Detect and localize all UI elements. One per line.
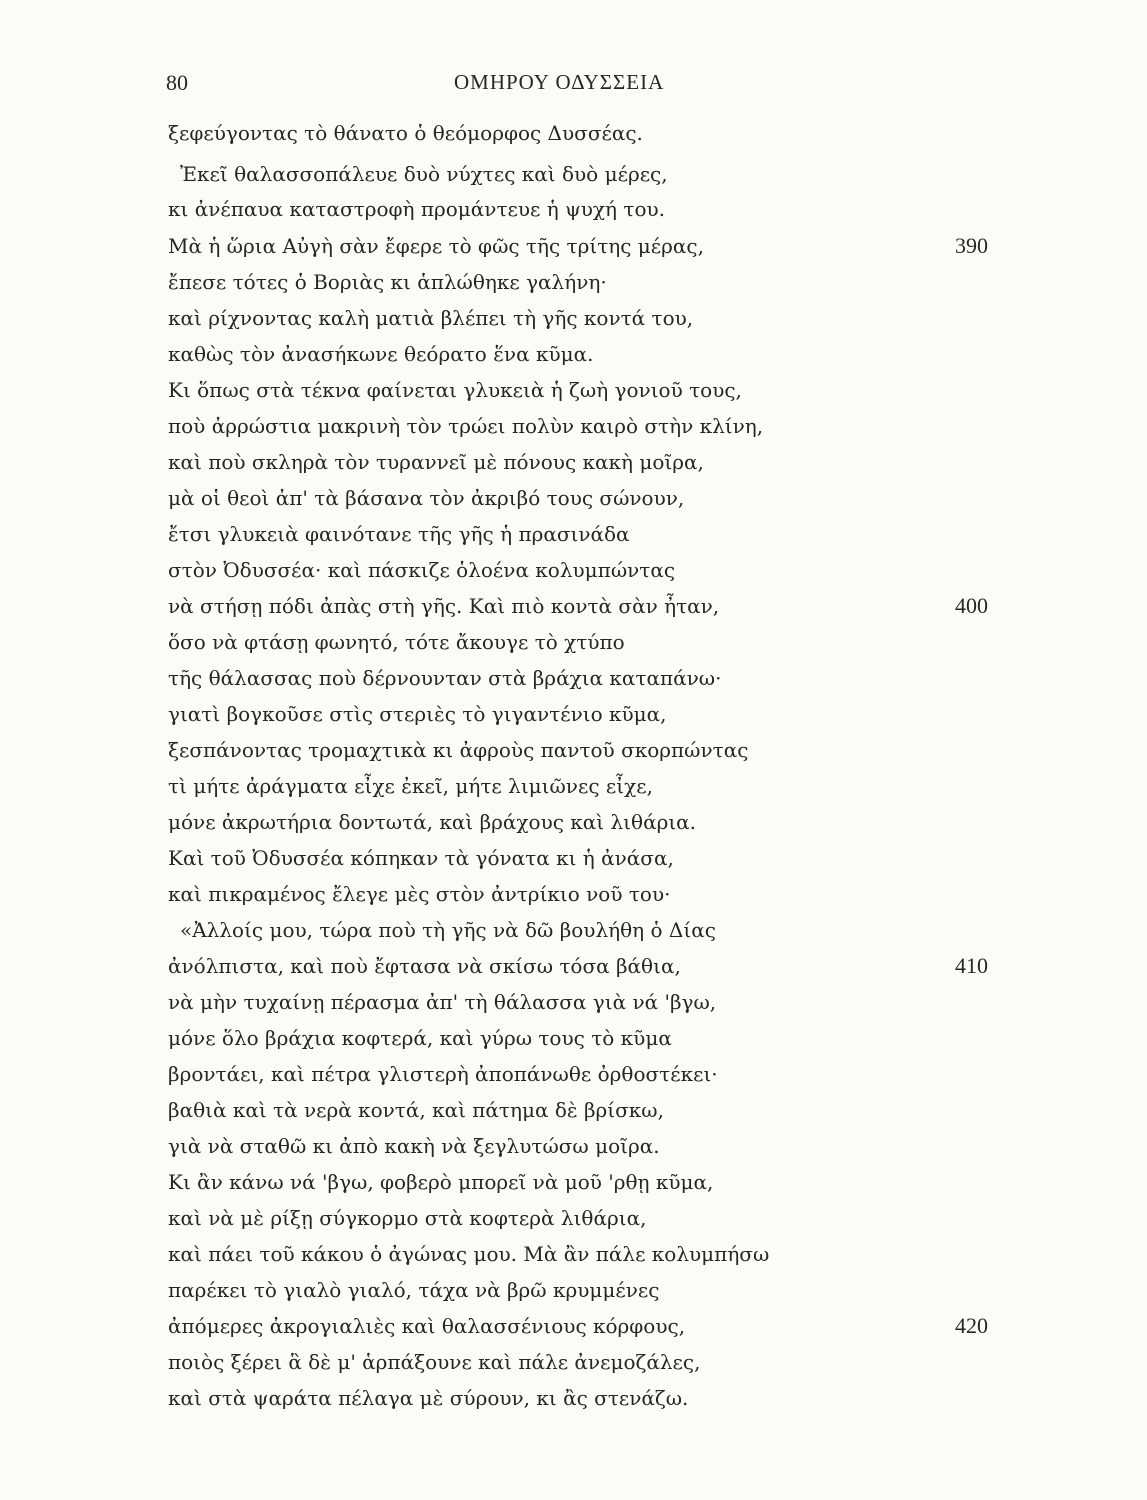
- verse-line: Καὶ τοῦ Ὀδυσσέα κόπηκαν τὰ γόνατα κι ἡ ἀνάσα,: [168, 846, 674, 870]
- verse-line: ποιὸς ξέρει ἃ δὲ μ' ἁρπάξουνε καὶ πάλε ἀνεμοζάλες,: [168, 1350, 701, 1374]
- running-title: ΟΜΗΡΟΥ ΟΔΥΣΣΕΙΑ: [454, 70, 665, 94]
- verse-line: βαθιὰ καὶ τὰ νερὰ κοντά, καὶ πάτημα δὲ βρίσκω,: [168, 1098, 664, 1122]
- page-number: 80: [166, 70, 188, 95]
- verse-line: νὰ μὴν τυχαίνῃ πέρασμα ἀπ' τὴ θάλασσα γιὰ νά 'βγω,: [168, 990, 717, 1014]
- verse-line: καθὼς τὸν ἀνασήκωνε θεόρατο ἕνα κῦμα.: [168, 342, 594, 366]
- verse-line: καὶ πάει τοῦ κάκου ὁ ἀγώνας μου. Μὰ ἂν πάλε κολυμπήσω: [168, 1242, 770, 1266]
- verse-line: γιὰ νὰ σταθῶ κι ἀπὸ κακὴ νὰ ξεγλυτώσω μοῖρα.: [168, 1134, 660, 1158]
- verse-line: γιατὶ βογκοῦσε στὶς στεριὲς τὸ γιγαντένιο κῦμα,: [168, 702, 667, 726]
- line-number: 400: [955, 593, 988, 618]
- verse-line: ἀπόμερες ἀκρογιαλιὲς καὶ θαλασσένιους κόρφους,: [168, 1314, 686, 1338]
- verse-line: Κι ὅπως στὰ τέκνα φαίνεται γλυκειὰ ἡ ζωὴ γονιοῦ τους,: [168, 378, 742, 402]
- verse-line: καὶ νὰ μὲ ρίξῃ σύγκορμο στὰ κοφτερὰ λιθάρια,: [168, 1206, 647, 1230]
- verse-line: καὶ πικραμένος ἔλεγε μὲς στὸν ἀντρίκιο νοῦ του·: [168, 882, 671, 906]
- verse-line: παρέκει τὸ γιαλὸ γιαλό, τάχα νὰ βρῶ κρυμμένες: [168, 1278, 660, 1302]
- verse-line: Κι ἂν κάνω νά 'βγω, φοβερὸ μπορεῖ νὰ μοῦ 'ρθῃ κῦμα,: [168, 1170, 714, 1194]
- verse-line: μόνε ὅλο βράχια κοφτερά, καὶ γύρω τους τὸ κῦμα: [168, 1026, 672, 1050]
- verse-line: καὶ ρίχνοντας καλὴ ματιὰ βλέπει τὴ γῆς κοντά του,: [168, 306, 694, 330]
- verse-line: ὅσο νὰ φτάσῃ φωνητό, τότε ἄκουγε τὸ χτύπο: [168, 630, 625, 654]
- verse-line: μόνε ἀκρωτήρια δοντωτά, καὶ βράχους καὶ λιθάρια.: [168, 810, 697, 834]
- line-number: 420: [955, 1313, 988, 1338]
- verse-line: τὶ μήτε ἀράγματα εἶχε ἐκεῖ, μήτε λιμιῶνες εἶχε,: [168, 774, 653, 798]
- verse-line: καὶ στὰ ψαράτα πέλαγα μὲ σύρουν, κι ἂς στενάζω.: [168, 1386, 689, 1410]
- verse-line: βροντάει, καὶ πέτρα γλιστερὴ ἀποπάνωθε ὀρθοστέκει·: [168, 1062, 718, 1086]
- verse-line: ἔτσι γλυκειὰ φαινότανε τῆς γῆς ἡ πρασινάδα: [168, 522, 630, 546]
- verse-line: Μὰ ἡ ὥρια Αὐγὴ σὰν ἔφερε τὸ φῶς τῆς τρίτης μέρας,: [168, 234, 704, 258]
- verse-line: καὶ ποὺ σκληρὰ τὸν τυραννεῖ μὲ πόνους κακὴ μοῖρα,: [168, 450, 704, 474]
- line-number: 390: [955, 233, 988, 258]
- verse-line: ἀνόλπιστα, καὶ ποὺ ἔφτασα νὰ σκίσω τόσα βάθια,: [168, 954, 681, 978]
- verse-line: ξεφεύγοντας τὸ θάνατο ὁ θεόμορφος Δυσσέας.: [168, 121, 643, 145]
- verse-line: ξεσπάνοντας τρομαχτικὰ κι ἀφροὺς παντοῦ σκορπώντας: [168, 738, 749, 762]
- verse-line: κι ἀνέπαυα καταστροφὴ προμάντευε ἡ ψυχή του.: [168, 197, 666, 221]
- verse-line: ποὺ ἀρρώστια μακρινὴ τὸν τρώει πολὺν καιρὸ στὴν κλίνη,: [168, 414, 764, 438]
- verse-line: Ἐκεῖ θαλασσοπάλευε δυὸ νύχτες καὶ δυὸ μέρες,: [180, 162, 668, 186]
- verse-line: νὰ στήσῃ πόδι ἀπὰς στὴ γῆς. Καὶ πιὸ κοντὰ σὰν ἦταν,: [168, 594, 720, 618]
- line-number: 410: [955, 953, 988, 978]
- verse-line: τῆς θάλασσας ποὺ δέρνουνταν στὰ βράχια καταπάνω·: [168, 666, 722, 690]
- verse-line: ἔπεσε τότες ὁ Βοριὰς κι ἁπλώθηκε γαλήνη·: [168, 270, 607, 294]
- verse-line: μὰ οἱ θεοὶ ἀπ' τὰ βάσανα τὸν ἀκριβό τους σώνουν,: [168, 486, 685, 510]
- verse-line: στὸν Ὀδυσσέα· καὶ πάσκιζε ὁλοένα κολυμπώντας: [168, 558, 676, 582]
- verse-line: «Ἀλλοίς μου, τώρα ποὺ τὴ γῆς νὰ δῶ βουλήθη ὁ Δίας: [180, 918, 716, 942]
